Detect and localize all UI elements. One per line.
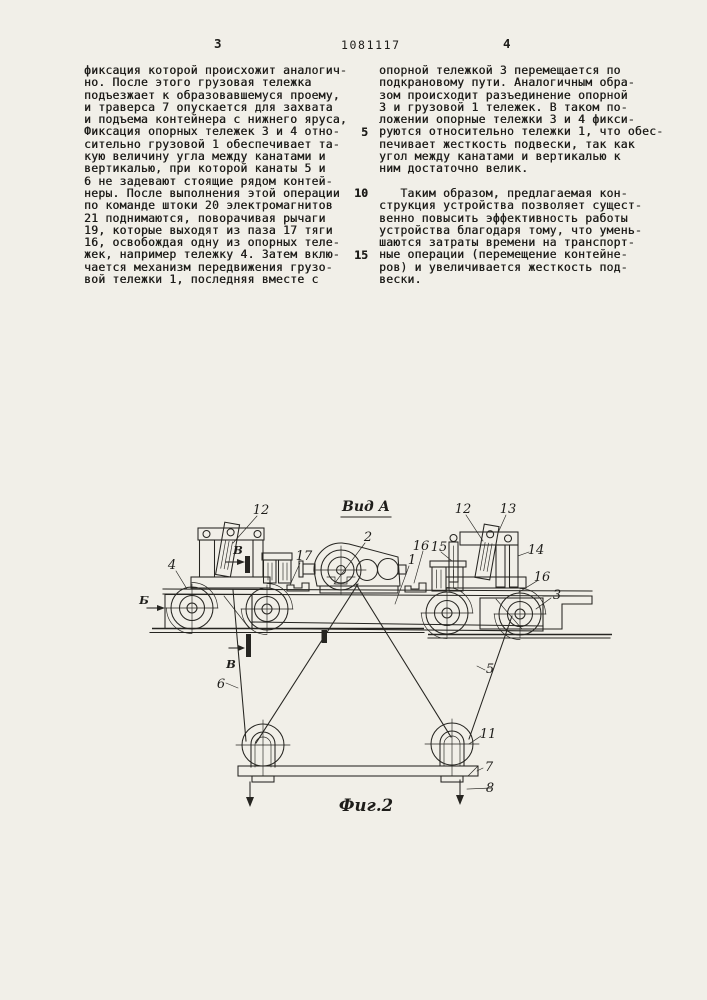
figure-2-drawing — [128, 488, 628, 828]
part-label-13: 13 — [499, 502, 517, 517]
part-label-3: 3 — [552, 588, 562, 603]
part-label-15: 15 — [430, 540, 448, 555]
part-label-12-right: 12 — [454, 502, 472, 517]
trolley-wheel — [494, 589, 546, 640]
part-label-2: 2 — [363, 530, 373, 545]
section-arrow-icon — [238, 645, 245, 651]
view-a-label: Вид А — [341, 499, 391, 515]
margin-line-number-15: 15 — [354, 248, 368, 262]
figure-caption: Фиг.2 — [338, 796, 394, 815]
left-column-text: фиксация которой происхожит аналогич- но. После этого грузовая тележка подъезжает к образовавшемуся проему, и траверса 7 опускается для захвата и подъема контейнера с нижнего яруса, Фиксация опорных тележек 3 и 4 отно- сительно грузовой 1 обеспечивает та- кую величину угла между канатами и вертикалью, при которой канаты 5 и 6 не задевают стоящие рядом контей- неры. После выполнения этой операции по команде штоки 20 электромагнитов 21 поднимаются, поворачивая рычаги 19, которые выходят из паза 17 тяги 16, освобождая одну из опорных теле- жек, например тележку 4. Затем вклю- чается механизм передвижения грузо- вой тележки 1, последняя вместе с — [84, 63, 347, 287]
part-label-16-mid: 16 — [412, 539, 430, 554]
hoist-drive — [299, 543, 406, 594]
part-label-17: 17 — [295, 549, 313, 564]
hoist-cable — [233, 584, 512, 743]
lower-block-left — [236, 720, 290, 776]
trolley-wheel — [166, 583, 218, 634]
margin-line-number-10: 10 — [354, 186, 368, 200]
section-letter-v-upper: В — [233, 543, 243, 557]
right-column-number: 4 — [503, 36, 512, 51]
part-label-7: 7 — [484, 760, 494, 775]
view-b-mark — [138, 593, 165, 611]
part-label-12-left: 12 — [252, 503, 270, 518]
part-label-4: 4 — [167, 558, 177, 573]
lower-block-right — [425, 719, 479, 776]
traverse-beam — [238, 766, 478, 782]
part-label-6: 6 — [216, 677, 226, 692]
part-label-16-right: 16 — [533, 570, 551, 585]
section-arrow-icon — [237, 559, 245, 565]
part-label-11: 11 — [479, 727, 497, 742]
section-letter-v-lower: В — [226, 657, 236, 671]
view-arrow-icon — [157, 605, 165, 611]
down-arrow-icon — [246, 797, 254, 807]
view-letter-b: Б — [139, 593, 149, 607]
part-label-14: 14 — [527, 543, 545, 558]
left-trolley-frame — [191, 528, 270, 588]
electromagnet-block — [430, 561, 466, 591]
trolley-wheel — [241, 584, 293, 635]
part-label-1: 1 — [407, 553, 417, 568]
part-label-8: 8 — [485, 781, 495, 796]
load-arrow-left — [246, 782, 254, 807]
patent-number: 1081117 — [341, 38, 401, 52]
down-arrow-icon — [456, 795, 464, 805]
part-label-5: 5 — [485, 662, 495, 677]
right-column-text: опорной тележкой 3 перемещается по подкрановому пути. Аналогичным обра- зом происходит разъединение опорной 3 и грузовой 1 тележек. В таком по- ложении опорные тележки 3 и 4 фикси- руются относительно тележки 1, что обес- печивает жесткость подвески, так как угол между канатами и вертикалью к ним достаточно велик. Таким образом, предлагаемая кон- струкция устройства позволяет сущест- венно повысить эффективность работы устройства благодаря тому, что умень- шаются затраты времени на транспорт- ные операции (перемещение контейне- ров) и увеличивается жесткость под- вески. — [379, 63, 664, 287]
margin-line-number-5: 5 — [361, 125, 368, 139]
load-arrow-right — [456, 780, 464, 805]
left-column-number: 3 — [214, 36, 223, 51]
